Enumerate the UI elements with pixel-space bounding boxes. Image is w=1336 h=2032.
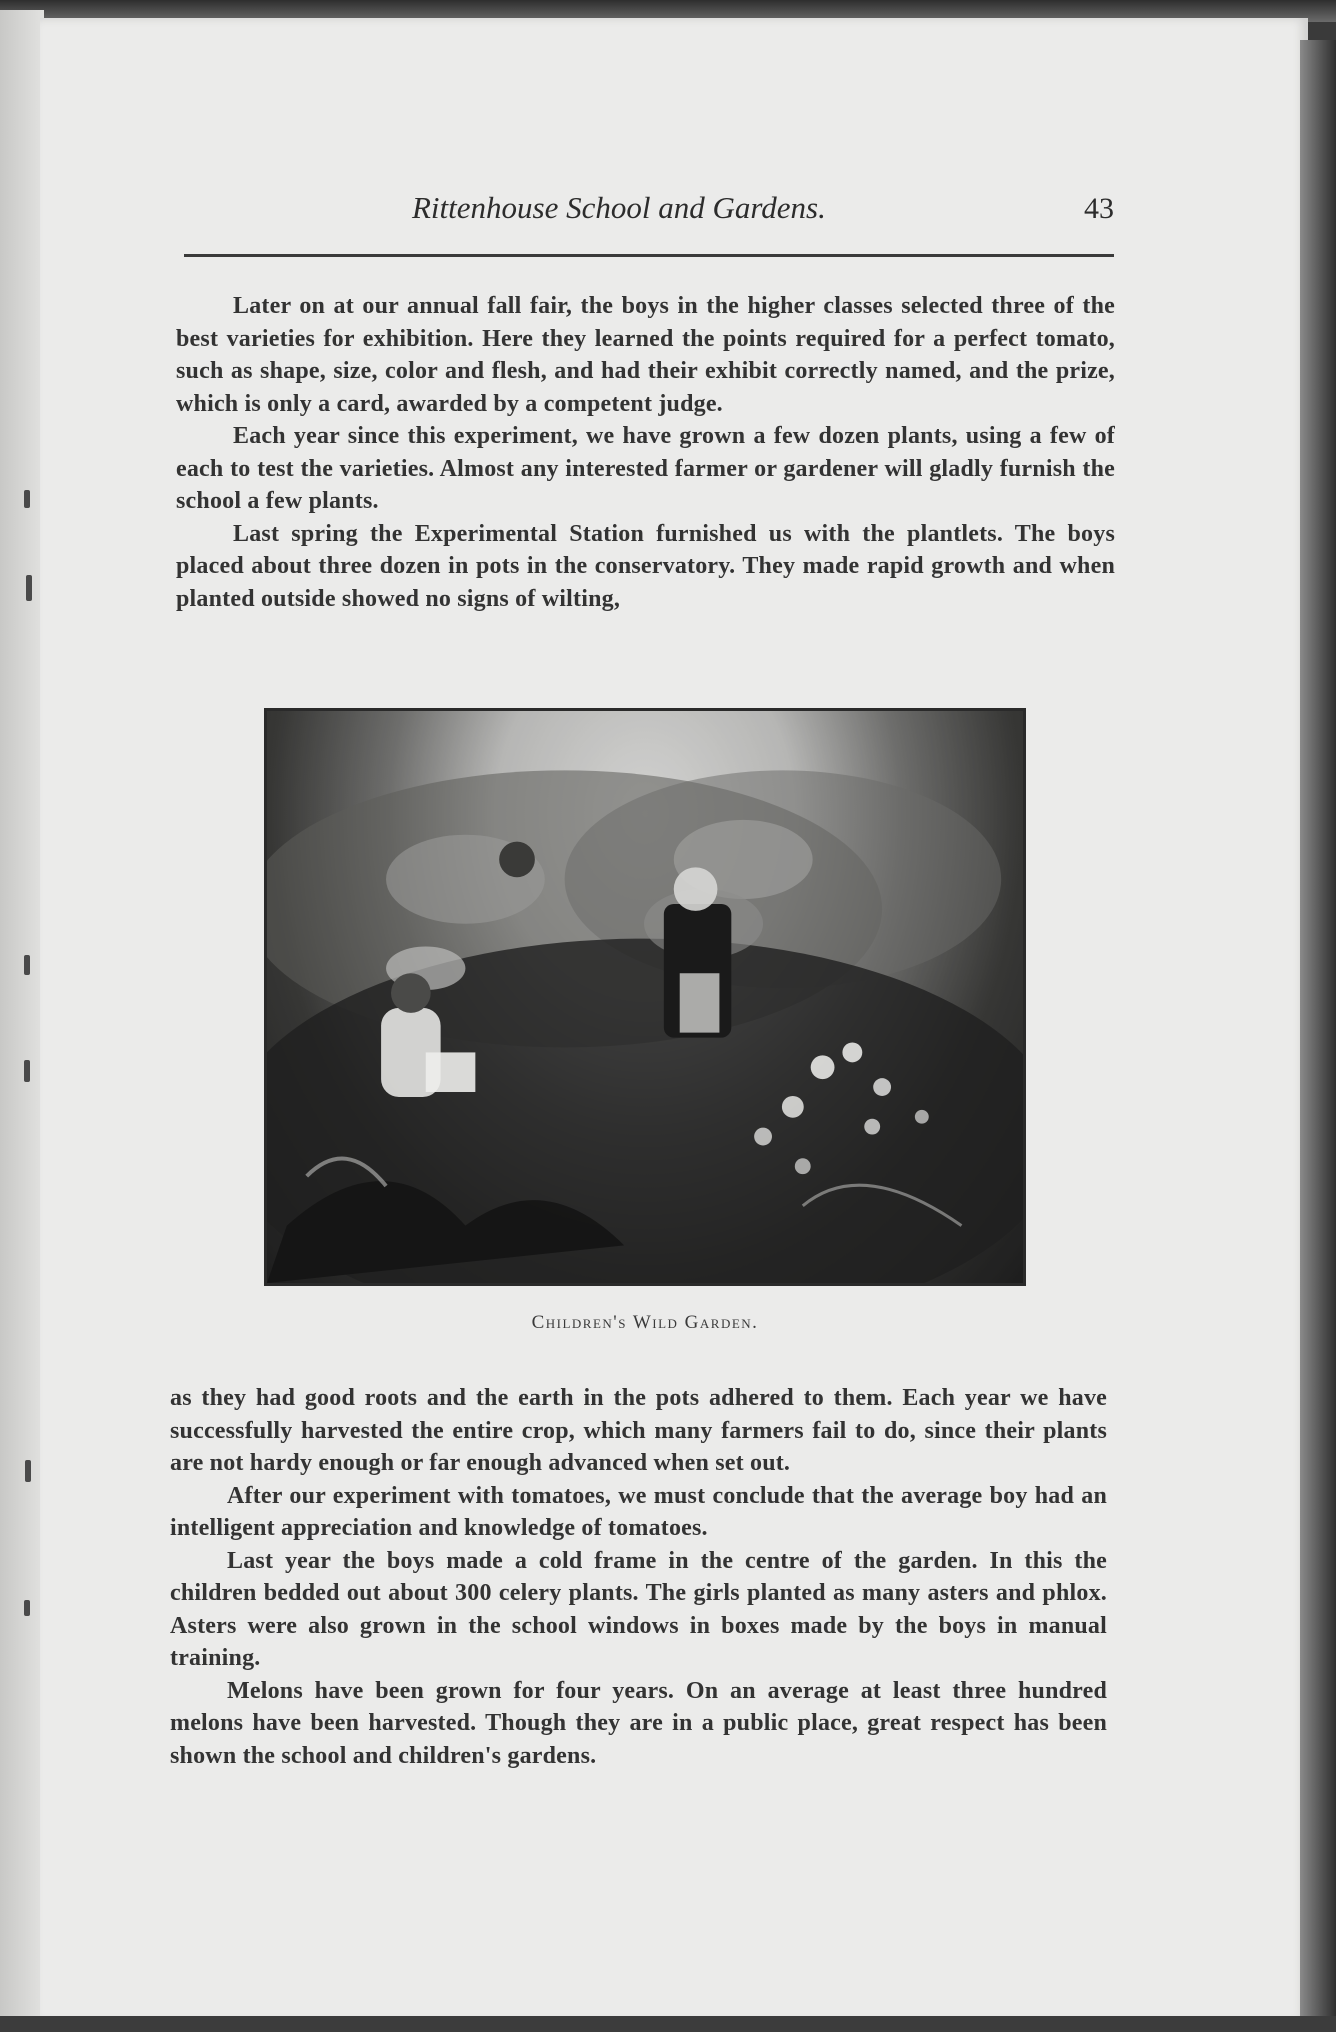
margin-mark bbox=[24, 1060, 30, 1082]
page-number: 43 bbox=[1084, 192, 1114, 225]
margin-mark bbox=[24, 1600, 30, 1616]
paragraph: as they had good roots and the earth in the pots adhered to them. Each year we have successfully harvested the entire crop, which many farmers fail to do, since their plants are not hardy enough or far enough advanced when set out. bbox=[170, 1385, 1107, 1476]
margin-mark bbox=[24, 490, 30, 508]
paragraph: Each year since this experiment, we have grown a few dozen plants, using a few of each to test the varieties. Almost any interested farmer or gardener will gladly furnish the school a few plants. bbox=[176, 423, 1115, 514]
scan-bottom-edge bbox=[0, 2016, 1336, 2032]
body-text-bottom bbox=[170, 1382, 1107, 1772]
photo-caption: Children's Wild Garden. bbox=[531, 1312, 759, 1333]
paragraph: Melons have been grown for four years. On an average at least three hundred melons have been harvested. Though they are in a public place, great respect has been shown the school and children's gardens. bbox=[170, 1677, 1107, 1769]
paragraph: Last spring the Experimental Station furnished us with the plantlets. The boys placed about three dozen in pots in the conservatory. They made rapid growth and when planted outside showed no signs of wilting, bbox=[176, 520, 1115, 612]
margin-mark bbox=[24, 955, 30, 975]
garden-photo-illustration bbox=[267, 711, 1023, 1283]
scan-right-edge bbox=[1300, 40, 1336, 2032]
paragraph: Last year the boys made a cold frame in the centre of the garden. In this the children bedded out about 300 celery plants. The girls planted as many asters and phlox. Asters were also grown in the school windows in boxes made by the boys in manual training. bbox=[170, 1547, 1107, 1671]
running-title: Rittenhouse School and Gardens. bbox=[412, 190, 826, 225]
scan-left-margin bbox=[0, 10, 44, 2020]
margin-mark bbox=[25, 1460, 31, 1482]
paragraph: Later on at our annual fall fair, the boys in the higher classes selected three of the best varieties for exhibition. Here they learned the points required for a perfect tomato, such as shape, size, color and flesh, and had their exhibit correctly named, and the prize, which is only a card, awarded by a competent judge. bbox=[176, 293, 1115, 417]
garden-photograph bbox=[264, 708, 1026, 1286]
paragraph: After our experiment with tomatoes, we must conclude that the average boy had an intelligent appreciation and knowledge of tomatoes. bbox=[170, 1482, 1107, 1541]
header-rule bbox=[184, 254, 1114, 257]
page-header bbox=[184, 190, 1114, 242]
margin-mark bbox=[26, 575, 32, 601]
body-text-top bbox=[176, 290, 1115, 615]
